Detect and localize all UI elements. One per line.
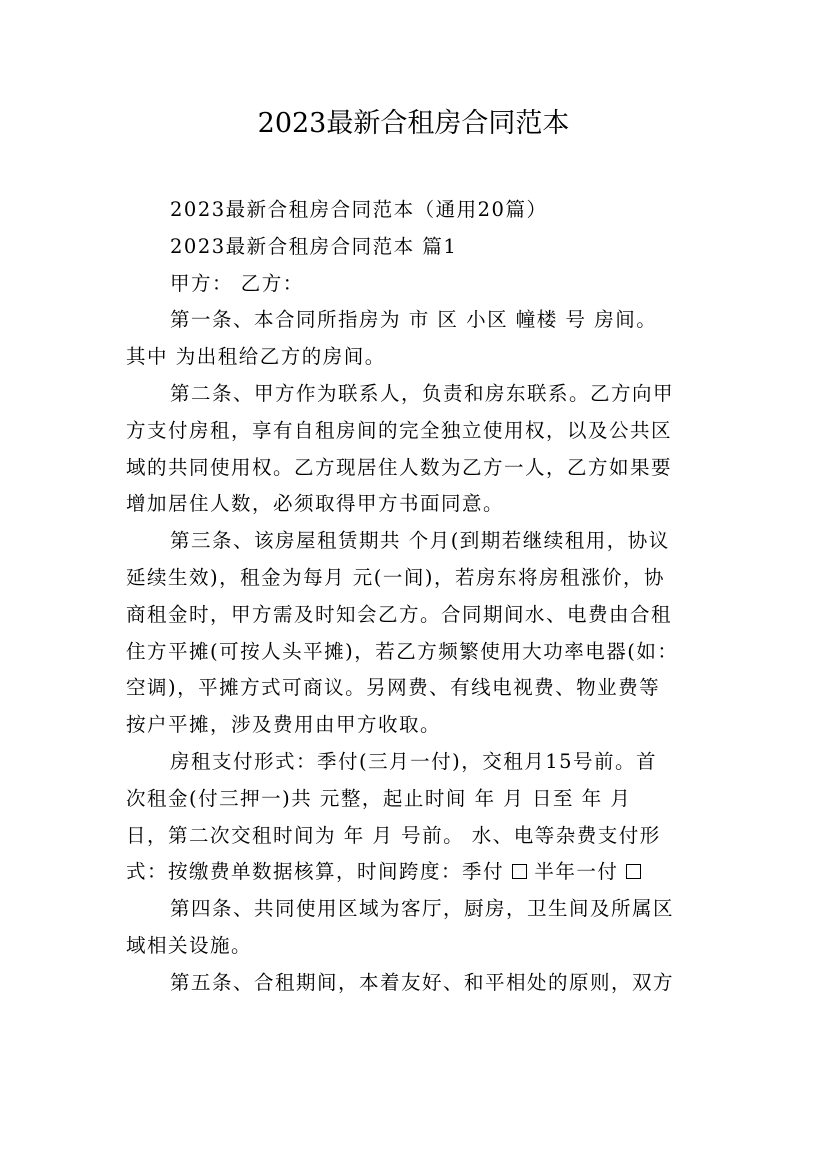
half-year-label: 半年一付 [526,860,627,884]
paragraph-line: 2023最新合租房合同范本 篇1 [170,234,458,258]
paragraph-line: 方支付房租，享有自租房间的完全独立使用权，以及公共区 [126,418,673,442]
quarterly-checkbox[interactable] [512,864,527,879]
paragraph-line: 域相关设施。 [126,933,253,957]
paragraph-line: 延续生效)，租金为每月 元(一间)，若房东将房租涨价，协 [126,565,666,589]
paragraph-line: 第四条、共同使用区域为客厅，厨房，卫生间及所属区 [170,897,675,921]
paragraph-line: 住方平摊(可按人头平摊)，若乙方频繁使用大功率电器(如： [126,639,679,663]
paragraph-line: 第一条、本合同所指房为 市 区 小区 幢楼 号 房间。 [170,308,658,332]
paragraph-line: 其中 为出租给乙方的房间。 [126,345,386,369]
document-title: 2023最新合租房合同范本 [257,108,570,139]
paragraph-line: 房租支付形式：季付(三月一付)，交租月15号前。首 [170,749,658,773]
payment-span-label: 式：按缴费单数据核算，时间跨度：季付 [126,860,512,884]
payment-option-line [126,854,716,891]
paragraph-line: 2023最新合租房合同范本（通用20篇） [170,198,548,221]
paragraph-line: 域的共同使用权。乙方现居住人数为乙方一人，乙方如果要 [126,455,673,479]
paragraph-line: 空调)，平摊方式可商议。另网费、有线电视费、物业费等 [126,676,661,700]
paragraph-line: 次租金(付三押一)共 元整，起止时间 年 月 日至 年 月 [126,786,632,810]
paragraph-line: 按户平摊，涉及费用由甲方收取。 [126,713,442,737]
half-year-checkbox[interactable] [626,864,641,879]
document-body [126,192,716,1002]
paragraph-line: 商租金时，甲方需及时知会乙方。合同期间水、电费由合租 [126,602,673,626]
paragraph-line: 甲方： 乙方： [170,271,304,295]
paragraph-line: 增加居住人数，必须取得甲方书面同意。 [126,492,505,516]
paragraph-line: 日，第二次交租时间为 年 月 号前。 水、电等杂费支付形 [126,823,661,847]
paragraph-line: 第三条、该房屋租赁期共 个月(到期若继续租用，协议 [170,529,670,553]
paragraph-line: 第二条、甲方作为联系人，负责和房东联系。乙方向甲 [170,381,675,405]
paragraph-line: 第五条、合租期间，本着友好、和平相处的原则，双方 [170,970,675,994]
